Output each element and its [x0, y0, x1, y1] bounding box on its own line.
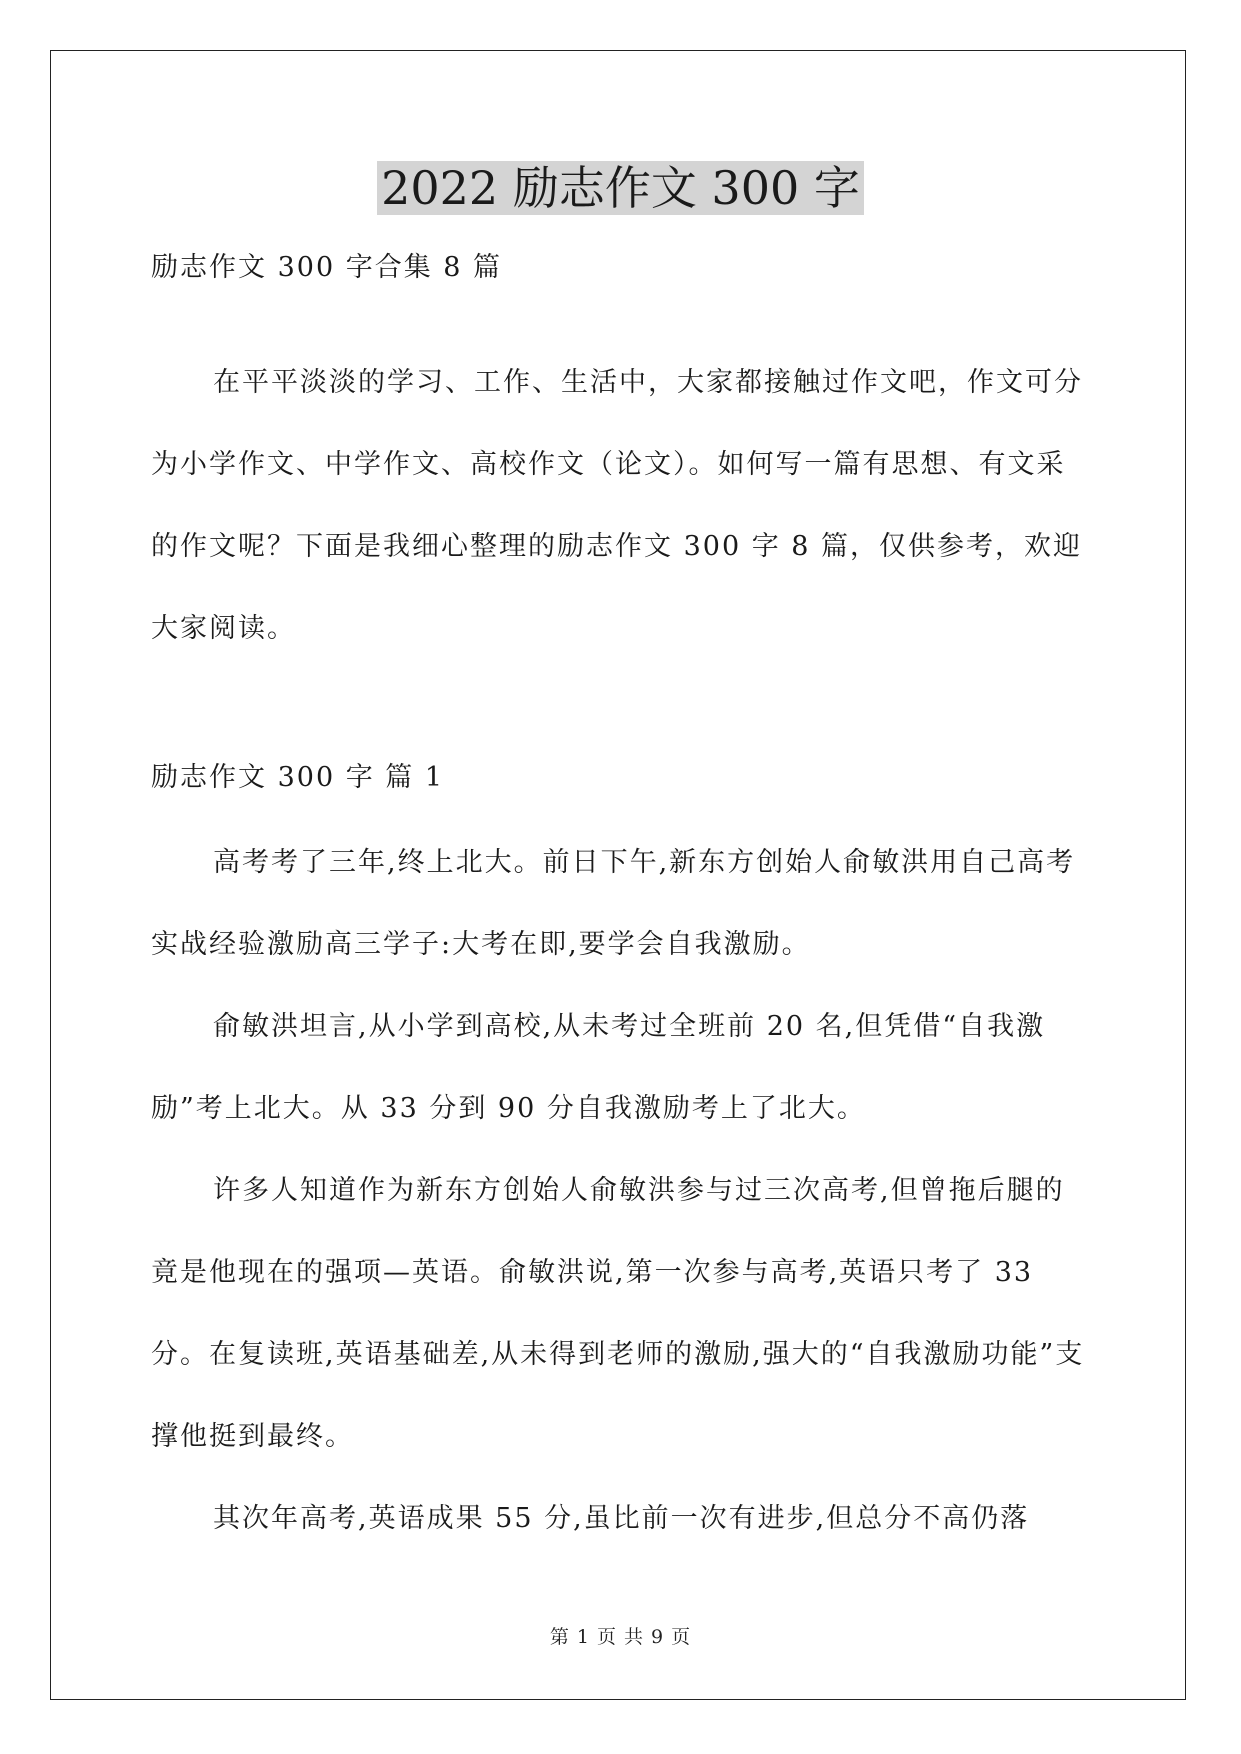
page-number-footer: 第 1 页 共 9 页: [549, 1626, 692, 1648]
document-title: [0, 158, 1241, 218]
document-subtitle: 励志作文 300 字合集 8 篇: [151, 252, 503, 283]
body-paragraph-1: 高考考了三年,终上北大。前日下午,新东方创始人俞敏洪用自己高考实战经验激励高三学子:大考在即,要学会自我激励。: [151, 847, 1076, 960]
body-paragraph-2: 俞敏洪坦言,从小学到高校,从未考过全班前 20 名,但凭借“自我激励”考上北大。从 33 分到 90 分自我激励考上了北大。: [151, 1011, 1046, 1124]
intro-paragraph: 在平平淡淡的学习、工作、生活中，大家都接触过作文吧，作文可分为小学作文、中学作文、高校作文（论文）。如何写一篇有思想、有文采的作文呢？下面是我细心整理的励志作文 300 字 8 篇，仅供参考，欢迎大家阅读。: [151, 367, 1083, 644]
document-title-text: 2022 励志作文 300 字: [377, 161, 864, 215]
body-paragraph-3: 许多人知道作为新东方创始人俞敏洪参与过三次高考,但曾拖后腿的竟是他现在的强项—英语。俞敏洪说,第一次参与高考,英语只考了 33 分。在复读班,英语基础差,从未得到老师的激励,强大的“自我激励功能”支撑他挺到最终。: [151, 1175, 1085, 1452]
section-heading: 励志作文 300 字 篇 1: [151, 762, 445, 793]
body-paragraph-4: 其次年高考,英语成果 55 分,虽比前一次有进步,但总分不高仍落: [213, 1503, 1030, 1534]
